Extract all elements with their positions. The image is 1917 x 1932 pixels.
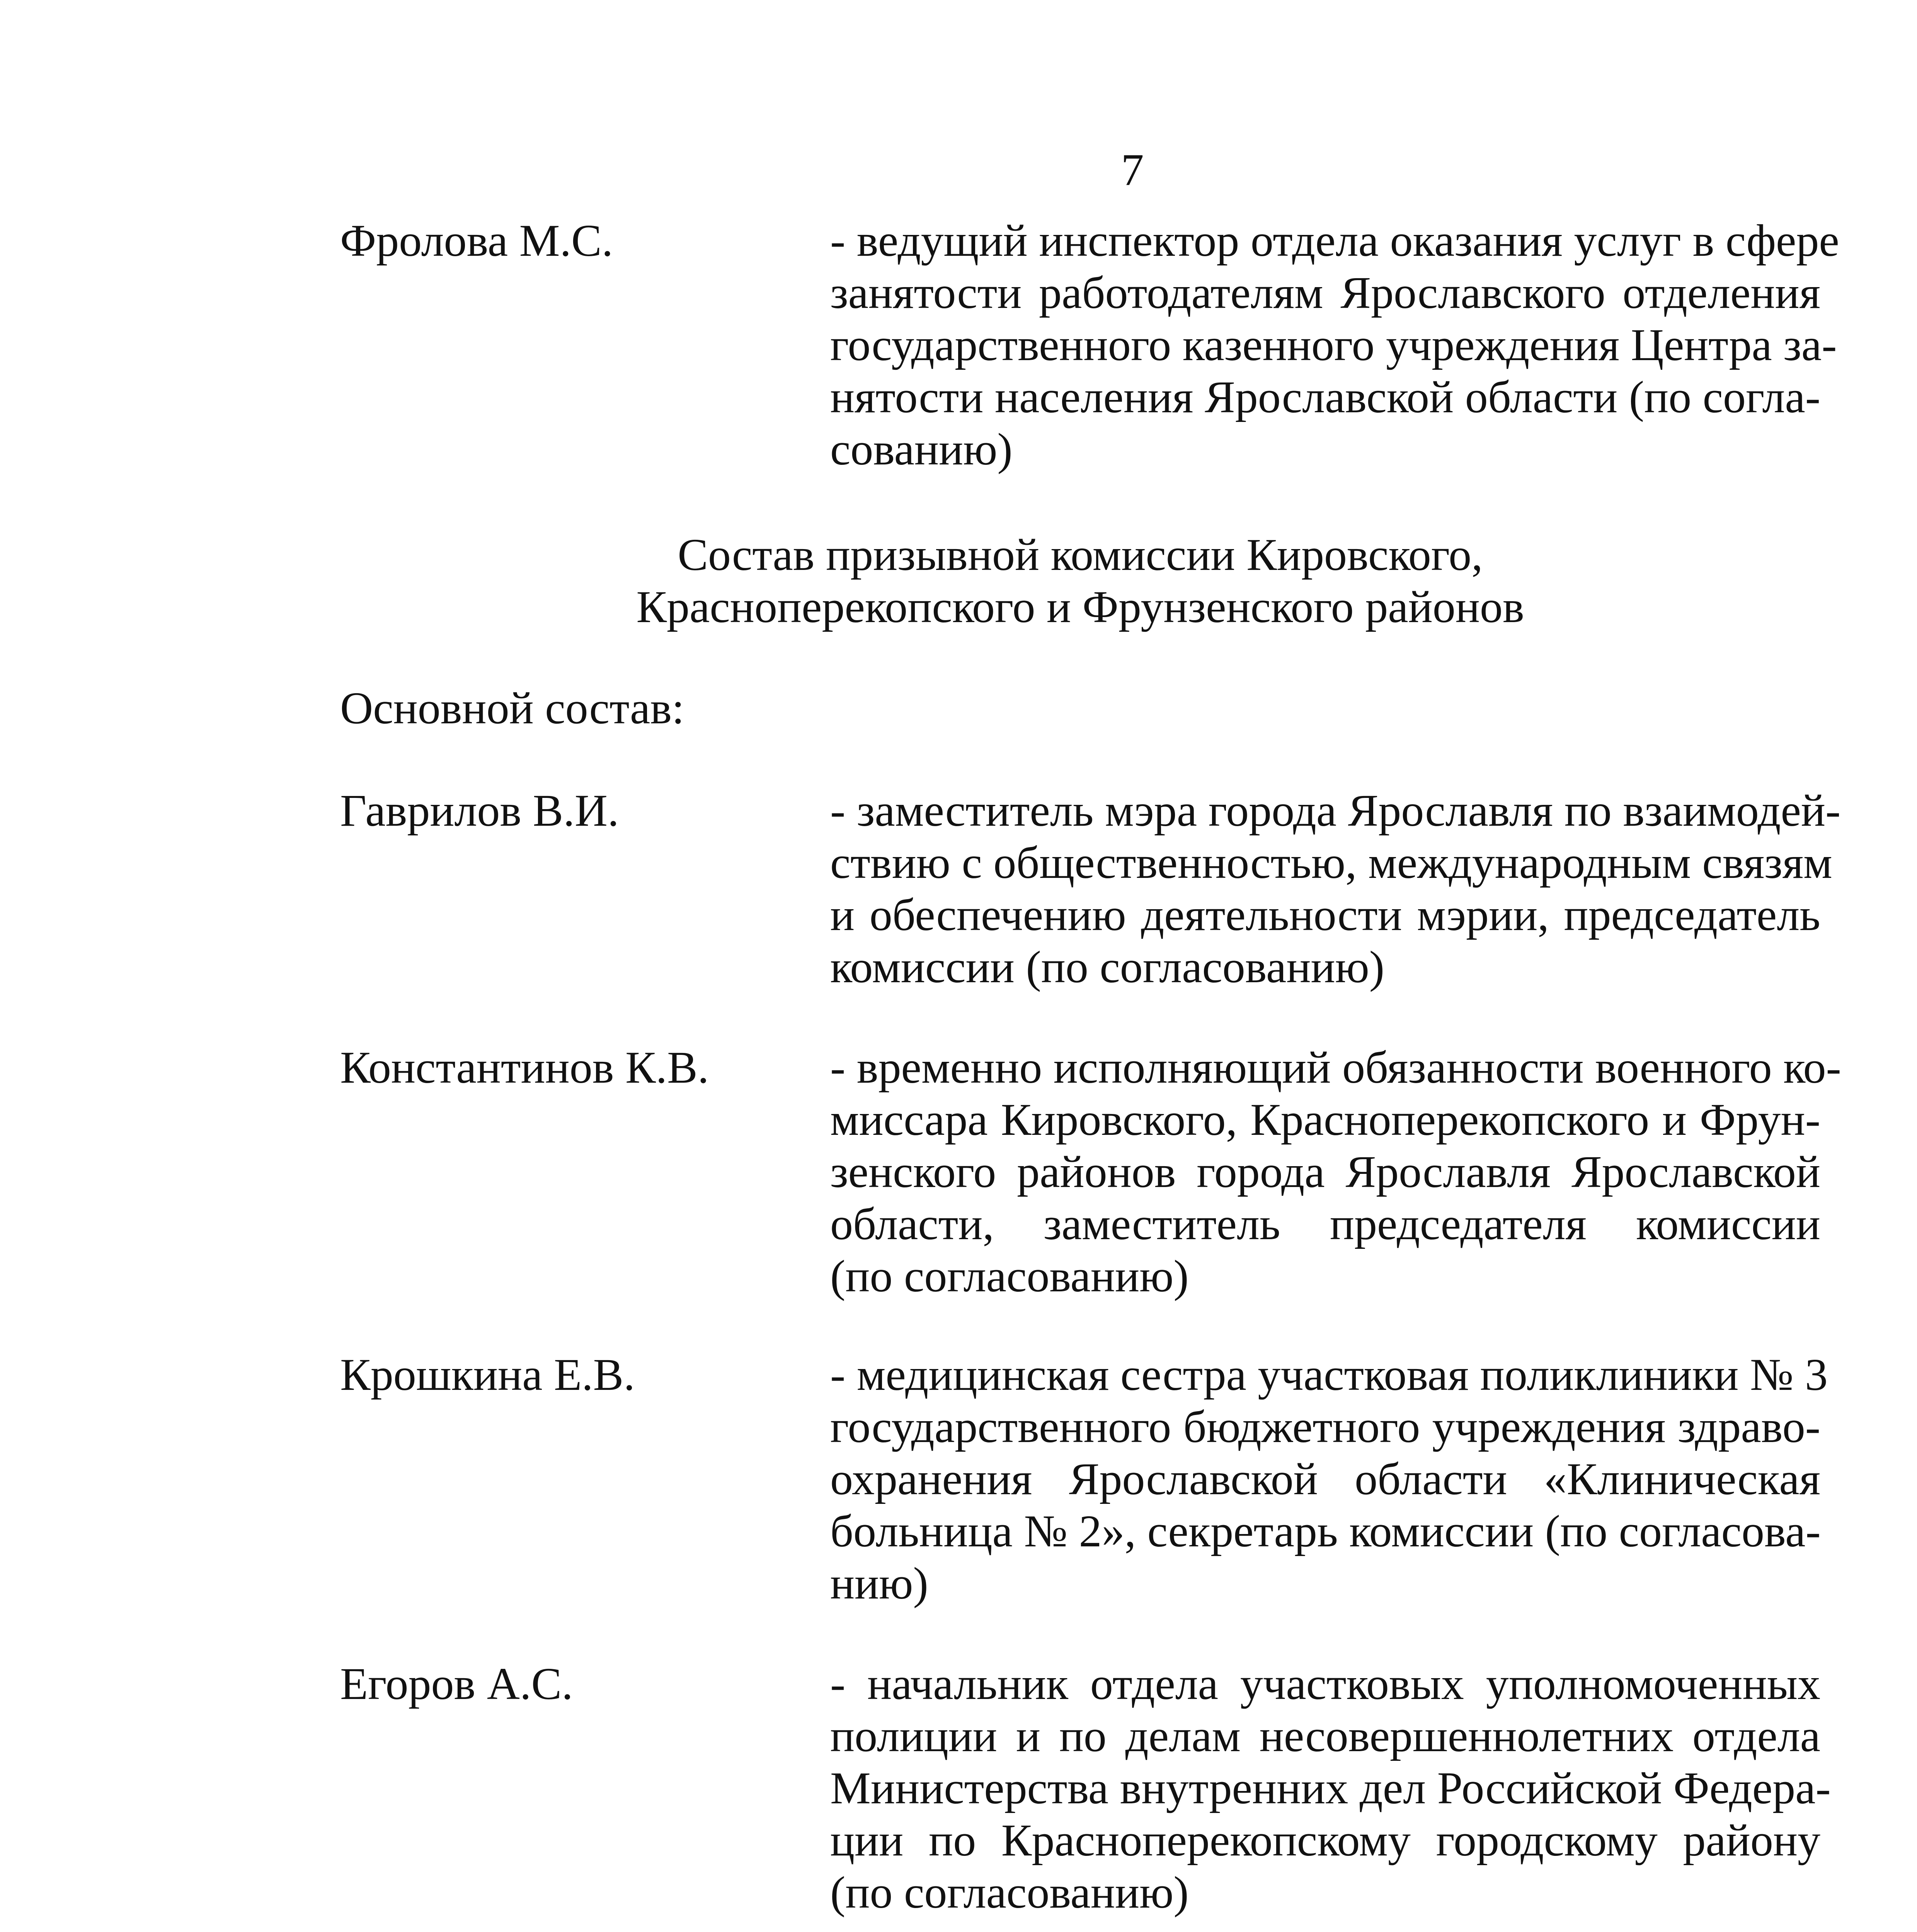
role-line: ции по Красноперекопскому городскому району [830, 1815, 1820, 1866]
member-role [830, 214, 1839, 475]
member-role [830, 1658, 1831, 1918]
role-line: - ведущий инспектор отдела оказания услуг в сфере [830, 215, 1839, 266]
role-line: государственного бюджетного учреждения здраво- [830, 1401, 1820, 1452]
role-line: нию) [830, 1558, 928, 1609]
role-line: - медицинская сестра участковая поликлиники № 3 [830, 1349, 1828, 1400]
role-line: охранения Ярославской области «Клиническая [830, 1454, 1820, 1504]
section-title-line: Красноперекопского и Фрунзенского районов [636, 582, 1524, 632]
role-line: Министерства внутренних дел Российской Федера- [830, 1763, 1831, 1813]
role-line: больница № 2», секретарь комиссии (по согласова- [830, 1506, 1821, 1556]
role-line: зенского районов города Ярославля Ярославской [830, 1146, 1820, 1197]
member-name: Гаврилов В.И. [340, 785, 619, 836]
section-title [340, 529, 1820, 633]
role-line: - заместитель мэра города Ярославля по взаимодей- [830, 785, 1841, 836]
member-name: Крошкина Е.В. [340, 1349, 635, 1400]
page-number: 7 [1121, 145, 1144, 195]
role-line: нятости населения Ярославской области (по согла- [830, 372, 1820, 422]
member-role [830, 784, 1841, 993]
member-role [830, 1041, 1841, 1302]
role-line: государственного казенного учреждения Центра за- [830, 320, 1837, 370]
role-line: миссара Кировского, Красноперекопского и Фрун- [830, 1094, 1820, 1145]
role-line: ствию с общественностью, международным связям [830, 837, 1832, 888]
member-role [830, 1349, 1828, 1609]
role-line: сованию) [830, 424, 1013, 474]
section-title-line: Состав призывной комиссии Кировского, [678, 529, 1483, 580]
role-line: комиссии (по согласованию) [830, 942, 1385, 992]
role-line: занятости работодателям Ярославского отделения [830, 267, 1820, 318]
member-name: Фролова М.С. [340, 215, 613, 266]
section-subheading: Основной состав: [340, 683, 684, 733]
role-line: - начальник отдела участковых уполномоченных [830, 1658, 1820, 1709]
role-line: области, заместитель председателя комиссии [830, 1199, 1820, 1249]
role-line: - временно исполняющий обязанности военного ко- [830, 1042, 1841, 1093]
role-line: (по согласованию) [830, 1867, 1189, 1918]
role-line: полиции и по делам несовершеннолетних отдела [830, 1711, 1820, 1761]
member-name: Константинов К.В. [340, 1042, 709, 1093]
role-line: (по согласованию) [830, 1251, 1189, 1301]
member-name: Егоров А.С. [340, 1658, 573, 1709]
role-line: и обеспечению деятельности мэрии, председатель [830, 889, 1820, 940]
